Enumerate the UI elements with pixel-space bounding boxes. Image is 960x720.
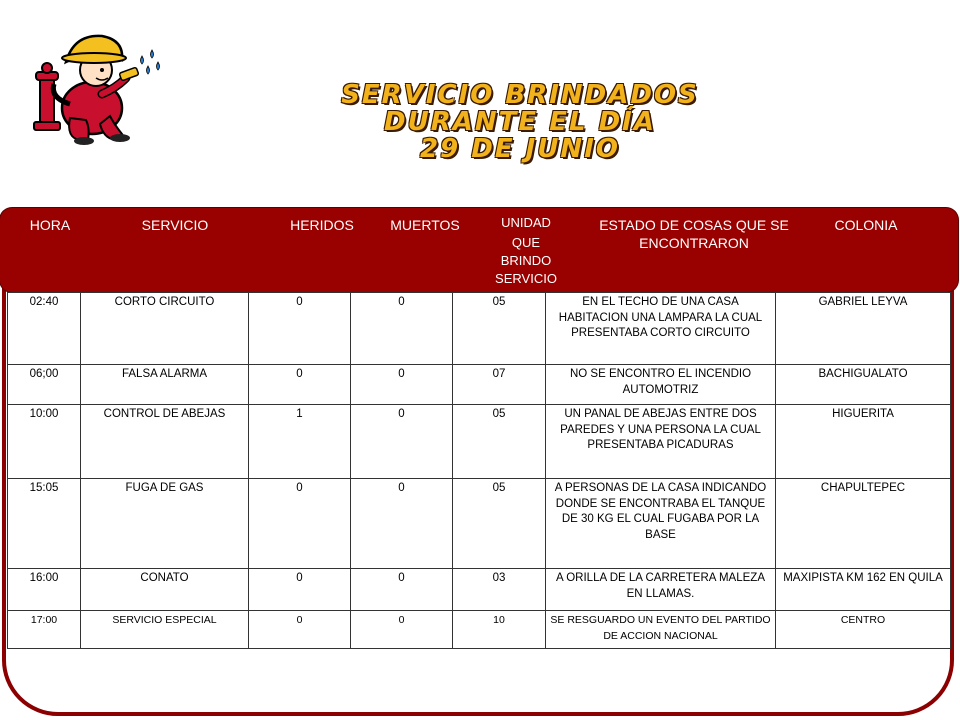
cell-servicio: CONATO xyxy=(81,569,249,611)
cell-unidad: 07 xyxy=(453,365,546,405)
firefighter-mascot-icon xyxy=(30,28,170,146)
services-table xyxy=(7,292,951,649)
cell-heridos: 0 xyxy=(249,365,351,405)
cell-estado: UN PANAL DE ABEJAS ENTRE DOS PAREDES Y UNA PERSONA LA CUAL PRESENTABA PICADURAS xyxy=(546,405,776,479)
cell-unidad: 10 xyxy=(453,611,546,649)
cell-heridos: 0 xyxy=(249,293,351,365)
cell-heridos: 0 xyxy=(249,569,351,611)
cell-unidad: 05 xyxy=(453,479,546,569)
table-header xyxy=(0,208,958,292)
table-row xyxy=(8,293,951,365)
cell-muertos: 0 xyxy=(351,365,453,405)
cell-servicio: CONTROL DE ABEJAS xyxy=(81,405,249,479)
cell-heridos: 1 xyxy=(249,405,351,479)
header-muertos: MUERTOS xyxy=(390,217,460,233)
header-hora: HORA xyxy=(29,217,71,233)
cell-colonia: CHAPULTEPEC xyxy=(776,479,951,569)
cell-hora: 15:05 xyxy=(8,479,81,569)
cell-servicio: CORTO CIRCUITO xyxy=(81,293,249,365)
cell-hora: 16:00 xyxy=(8,569,81,611)
header-unidad-line-4: SERVICIO xyxy=(495,271,557,286)
cell-servicio: FUGA DE GAS xyxy=(81,479,249,569)
header-heridos: HERIDOS xyxy=(290,217,354,233)
cell-hora: 10:00 xyxy=(8,405,81,479)
cell-colonia: BACHIGUALATO xyxy=(776,365,951,405)
title-line-1: SERVICIO BRINDADOS xyxy=(341,80,699,110)
table-row xyxy=(8,611,951,649)
cell-hora: 17:00 xyxy=(8,611,81,649)
cell-estado: NO SE ENCONTRO EL INCENDIO AUTOMOTRIZ xyxy=(546,365,776,405)
header-colonia: COLONIA xyxy=(834,217,898,233)
cell-estado: EN EL TECHO DE UNA CASA HABITACION UNA LAMPARA LA CUAL PRESENTABA CORTO CIRCUITO xyxy=(546,293,776,365)
table-row xyxy=(8,569,951,611)
cell-unidad: 05 xyxy=(453,405,546,479)
header-unidad-line-1: UNIDAD xyxy=(501,215,551,230)
cell-unidad: 03 xyxy=(453,569,546,611)
cell-muertos: 0 xyxy=(351,569,453,611)
header-servicio: SERVICIO xyxy=(141,217,209,233)
cell-colonia: MAXIPISTA KM 162 EN QUILA xyxy=(776,569,951,611)
cell-heridos: 0 xyxy=(249,479,351,569)
header-unidad xyxy=(484,214,568,288)
cell-servicio: FALSA ALARMA xyxy=(81,365,249,405)
cell-hora: 06;00 xyxy=(8,365,81,405)
table-row xyxy=(8,479,951,569)
cell-unidad: 05 xyxy=(453,293,546,365)
header-unidad-line-3: BRINDO xyxy=(500,253,552,268)
cell-muertos: 0 xyxy=(351,405,453,479)
cell-muertos: 0 xyxy=(351,293,453,365)
table-row xyxy=(8,405,951,479)
cell-estado: A ORILLA DE LA CARRETERA MALEZA EN LLAMAS. xyxy=(546,569,776,611)
cell-colonia: CENTRO xyxy=(776,611,951,649)
cell-heridos: 0 xyxy=(249,611,351,649)
cell-colonia: GABRIEL LEYVA xyxy=(776,293,951,365)
cell-muertos: 0 xyxy=(351,479,453,569)
cell-estado: A PERSONAS DE LA CASA INDICANDO DONDE SE ENCONTRABA EL TANQUE DE 30 KG EL CUAL FUGABA POR LA BASE xyxy=(546,479,776,569)
cell-colonia: HIGUERITA xyxy=(776,405,951,479)
cell-estado: SE RESGUARDO UN EVENTO DEL PARTIDO DE ACCION NACIONAL xyxy=(546,611,776,649)
title-line-2: DURANTE EL DÍA xyxy=(384,107,656,137)
table-row xyxy=(8,365,951,405)
header-unidad-line-2: QUE xyxy=(511,235,541,250)
cell-hora: 02:40 xyxy=(8,293,81,365)
header-estado: ESTADO DE COSAS QUE SE ENCONTRARON xyxy=(599,217,789,251)
cell-muertos: 0 xyxy=(351,611,453,649)
title-line-3: 29 DE JUNIO xyxy=(420,134,620,164)
cell-servicio: SERVICIO ESPECIAL xyxy=(81,611,249,649)
page-title xyxy=(240,82,800,163)
